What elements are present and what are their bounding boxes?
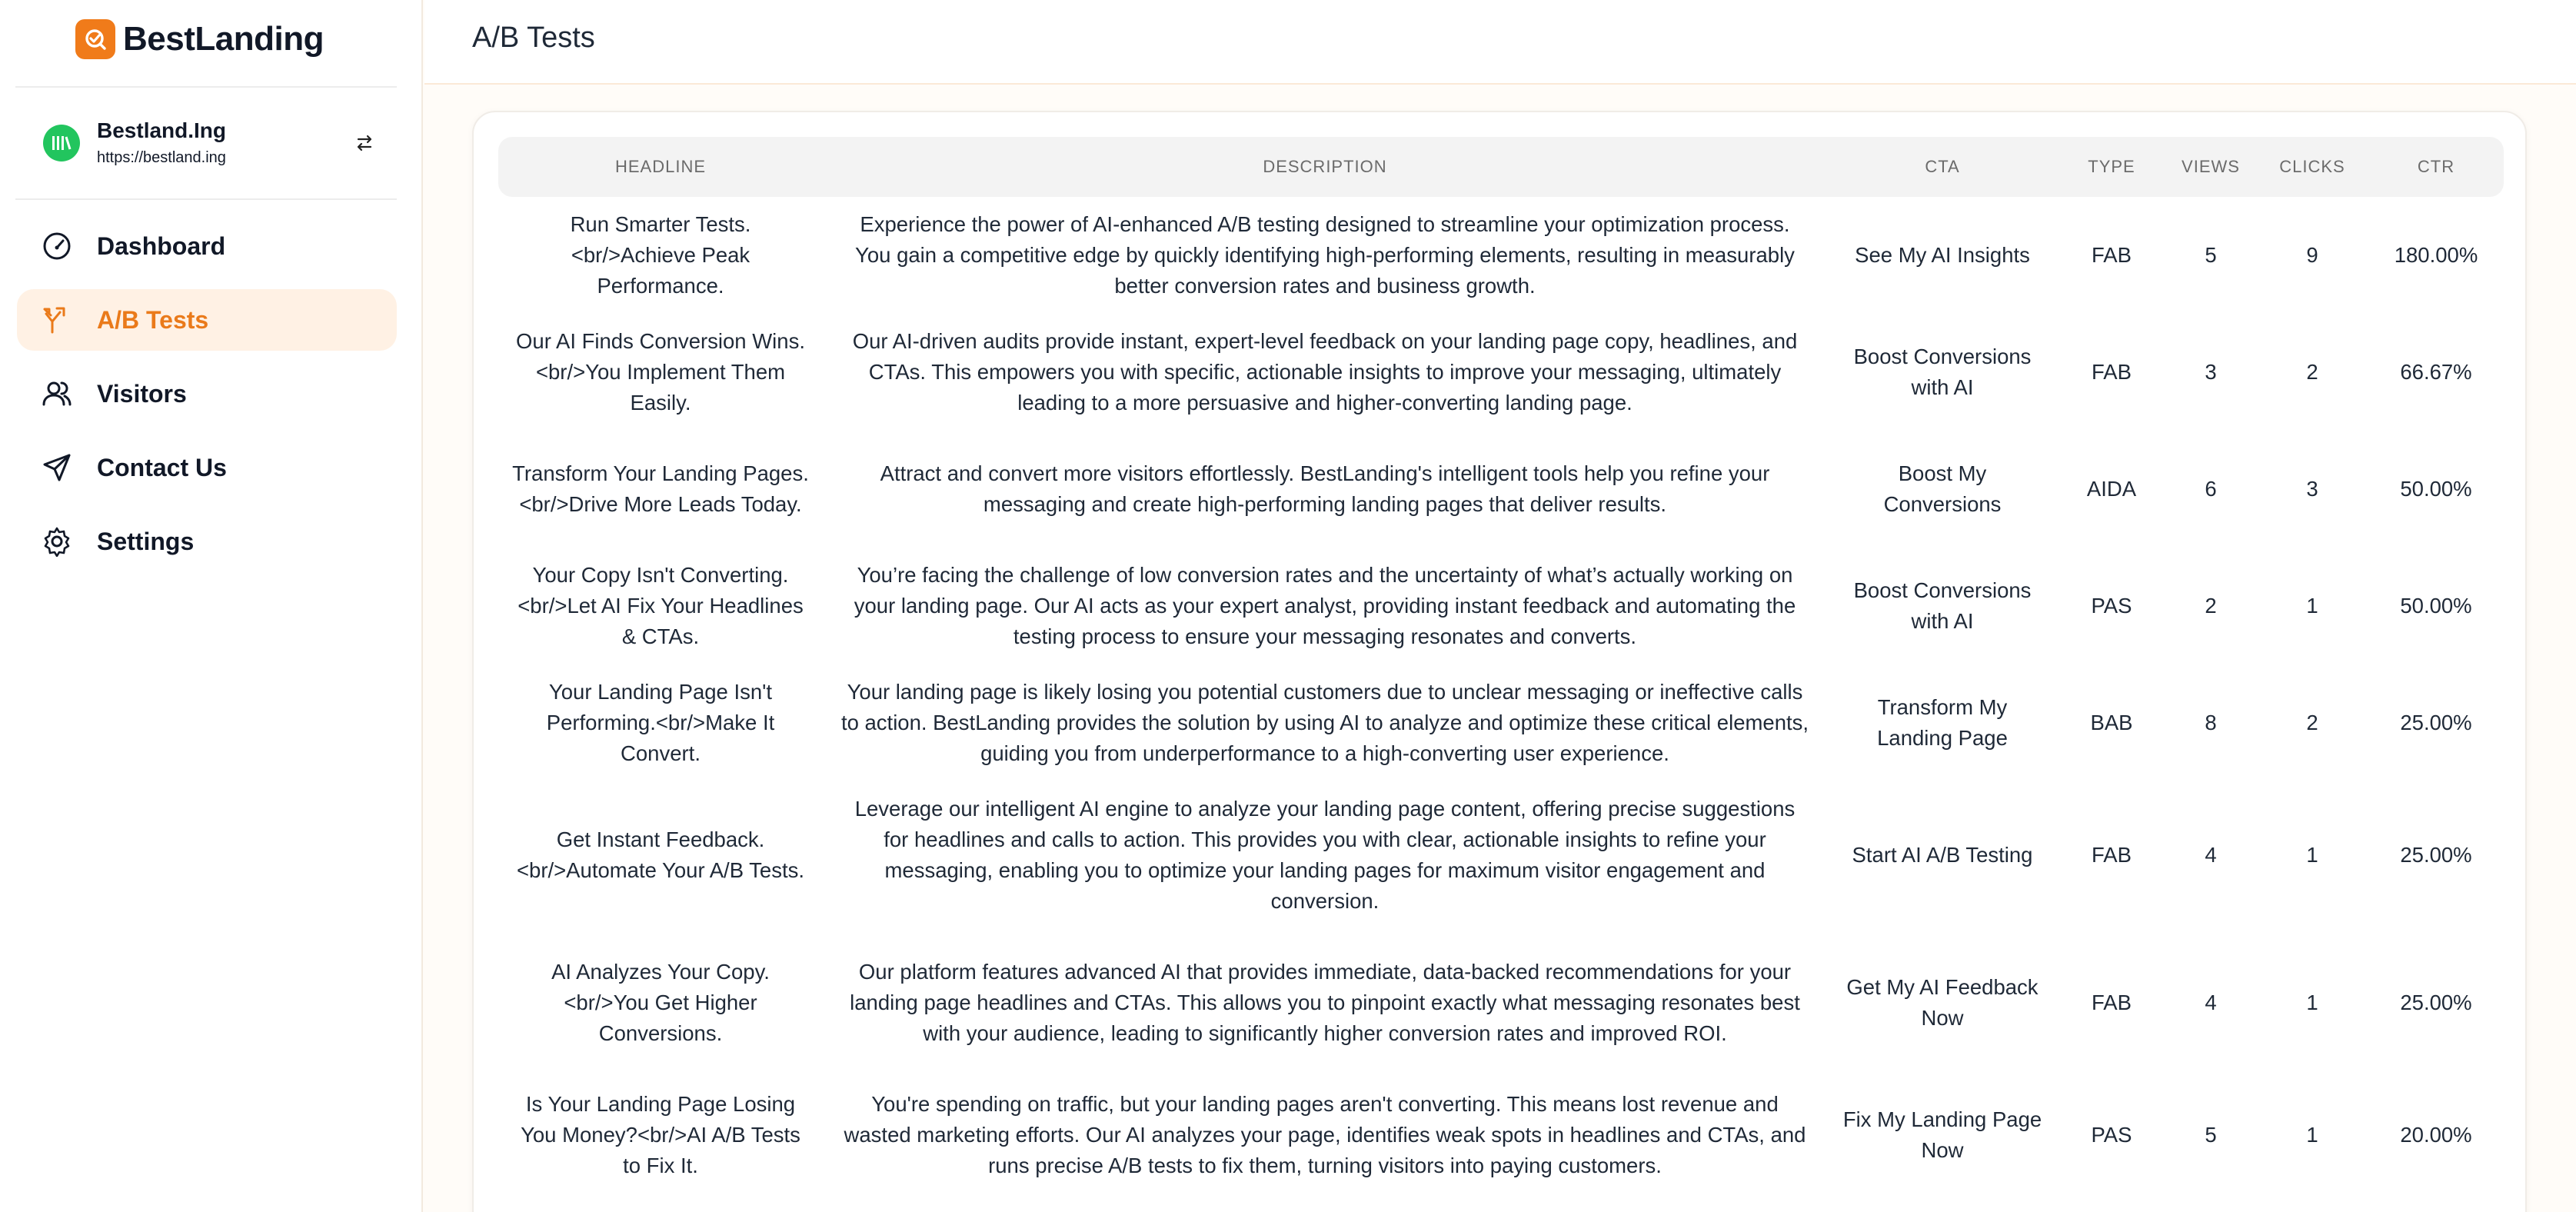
- cell-description: Attract and convert more visitors effortlessly. BestLanding's intelligent tools help you refine your messaging and create high-performing landing pages that deliver results.: [880, 461, 1770, 516]
- table-header-row: [498, 137, 2504, 197]
- sidebar-nav: [17, 215, 397, 584]
- cell-clicks: 1: [2306, 991, 2318, 1014]
- split-arrows-icon: [40, 303, 74, 337]
- cell-ctr: 50.00%: [2400, 594, 2472, 618]
- divider: [15, 198, 397, 200]
- cell-ctr: 25.00%: [2400, 991, 2472, 1014]
- users-icon: [40, 377, 74, 411]
- cell-headline: Our AI Finds Conversion Wins.<br/>You Implement Them Easily.: [516, 329, 805, 415]
- sidebar: [0, 0, 423, 1212]
- cell-views: 2: [2205, 594, 2217, 618]
- top-header: [424, 0, 2576, 85]
- table-row[interactable]: [498, 431, 2504, 548]
- cell-ctr: 50.00%: [2400, 477, 2472, 501]
- cell-type: BAB: [2090, 711, 2133, 734]
- cell-description: Experience the power of AI-enhanced A/B testing designed to streamline your optimization process. You gain a competitive edge by quickly identifying high-performing elements, resulting in measurably better conversion rates and business growth.: [855, 212, 1795, 298]
- site-url: https://bestland.ing: [97, 149, 226, 166]
- send-icon: [40, 451, 74, 484]
- column-header-type[interactable]: TYPE: [2058, 137, 2165, 197]
- column-header-views[interactable]: VIEWS: [2165, 137, 2256, 197]
- cell-views: 4: [2205, 991, 2217, 1014]
- cell-clicks: 9: [2306, 243, 2318, 267]
- site-name: Bestland.Ing: [97, 118, 227, 142]
- cell-description: Your landing page is likely losing you potential customers due to unclear messaging or ineffective calls to action. BestLanding provides the solution by using AI to analyze and optimize these critical elements, guiding you from underperformance to a high-converting user experience.: [840, 680, 1809, 765]
- swap-arrows-icon: [354, 132, 375, 154]
- brand-name: BestLanding: [123, 20, 324, 58]
- cell-cta: See My AI Insights: [1855, 243, 2030, 267]
- cell-description: Our platform features advanced AI that provides immediate, data-backed recommendations for your landing page headlines and CTAs. This allows you to pinpoint exactly what messaging resonates best with your audience, leading to significantly higher conversion rates and improved ROI.: [850, 960, 1800, 1045]
- cell-views: 6: [2205, 477, 2217, 501]
- sidebar-item-settings[interactable]: [17, 511, 397, 572]
- column-header-headline[interactable]: HEADLINE: [498, 137, 823, 197]
- sidebar-item-label: Contact Us: [97, 453, 227, 481]
- cell-cta: Start AI A/B Testing: [1852, 843, 2033, 867]
- cell-ctr: 25.00%: [2400, 843, 2472, 867]
- divider: [15, 86, 397, 88]
- page-title: A/B Tests: [472, 22, 595, 54]
- cell-cta: Boost Conversions with AI: [1853, 345, 2032, 399]
- cell-clicks: 1: [2306, 843, 2318, 867]
- column-header-description[interactable]: DESCRIPTION: [823, 137, 1827, 197]
- cell-cta: Fix My Landing Page Now: [1842, 1107, 2042, 1162]
- sidebar-item-label: Dashboard: [97, 231, 226, 260]
- table-row[interactable]: [498, 1077, 2504, 1194]
- table-row[interactable]: [498, 548, 2504, 664]
- logo-mark-icon: [75, 19, 115, 59]
- cell-headline: Your Landing Page Isn't Performing.<br/>Make It Convert.: [546, 680, 775, 765]
- sidebar-item-ab-tests[interactable]: [17, 289, 397, 351]
- cell-description: Leverage our intelligent AI engine to analyze your landing page content, offering precise suggestions for headlines and calls to action. This provides you with clear, actionable insights to refine your messaging, enabling you to optimize your landing pages for maximum visitor engagement and conversion.: [854, 797, 1796, 913]
- cell-type: FAB: [2092, 243, 2132, 267]
- sidebar-item-label: Visitors: [97, 379, 187, 408]
- cell-clicks: 1: [2306, 594, 2318, 618]
- ab-tests-table: [498, 137, 2504, 1194]
- cell-ctr: 25.00%: [2400, 711, 2472, 734]
- sidebar-item-label: A/B Tests: [97, 305, 209, 334]
- cell-headline: Is Your Landing Page Losing You Money?<br/>AI A/B Tests to Fix It.: [521, 1092, 800, 1177]
- cell-cta: Transform My Landing Page: [1877, 695, 2008, 750]
- site-avatar: [43, 125, 80, 161]
- cell-views: 8: [2205, 711, 2217, 734]
- sidebar-item-visitors[interactable]: [17, 363, 397, 425]
- cell-views: 3: [2205, 360, 2217, 384]
- table-row[interactable]: [498, 781, 2504, 929]
- cell-cta: Boost Conversions with AI: [1853, 578, 2032, 633]
- cell-clicks: 1: [2306, 1123, 2318, 1147]
- cell-ctr: 20.00%: [2400, 1123, 2472, 1147]
- cell-views: 5: [2205, 243, 2217, 267]
- cell-type: AIDA: [2086, 477, 2137, 501]
- cell-headline: Get Instant Feedback.<br/>Automate Your A/B Tests.: [516, 827, 805, 882]
- gauge-icon: [40, 229, 74, 263]
- sidebar-item-contact-us[interactable]: [17, 437, 397, 498]
- cell-clicks: 3: [2306, 477, 2318, 501]
- sidebar-item-dashboard[interactable]: [17, 215, 397, 277]
- brand-logo[interactable]: [75, 18, 324, 60]
- cell-views: 5: [2205, 1123, 2217, 1147]
- cell-headline: AI Analyzes Your Copy.<br/>You Get Higher Conversions.: [551, 960, 770, 1045]
- cell-type: FAB: [2092, 991, 2132, 1014]
- table-row[interactable]: [498, 929, 2504, 1077]
- switch-site-button[interactable]: [348, 126, 381, 160]
- cell-ctr: 66.67%: [2400, 360, 2472, 384]
- table-row[interactable]: [498, 197, 2504, 314]
- column-header-cta[interactable]: CTA: [1827, 137, 2058, 197]
- cell-type: PAS: [2091, 1123, 2132, 1147]
- cell-headline: Transform Your Landing Pages.<br/>Drive More Leads Today.: [512, 461, 809, 516]
- table-row[interactable]: [498, 314, 2504, 431]
- cell-cta: Boost My Conversions: [1883, 461, 2002, 516]
- cell-views: 4: [2205, 843, 2217, 867]
- table-row[interactable]: [498, 664, 2504, 781]
- cell-headline: Run Smarter Tests.<br/>Achieve Peak Performance.: [570, 212, 751, 298]
- site-selector: [43, 115, 381, 171]
- cell-headline: Your Copy Isn't Converting.<br/>Let AI Fix Your Headlines & CTAs.: [518, 563, 804, 648]
- cell-type: PAS: [2091, 594, 2132, 618]
- ab-tests-card: [472, 111, 2527, 1212]
- cell-description: Our AI-driven audits provide instant, expert-level feedback on your landing page copy, headlines, and CTAs. This empowers you with specific, actionable insights to improve your messaging, ultimately leading to a more persuasive and higher-converting landing page.: [852, 329, 1798, 415]
- cell-type: FAB: [2092, 843, 2132, 867]
- cell-clicks: 2: [2306, 360, 2318, 384]
- cell-clicks: 2: [2306, 711, 2318, 734]
- sidebar-item-label: Settings: [97, 527, 195, 555]
- cell-ctr: 180.00%: [2394, 243, 2478, 267]
- cell-description: You're spending on traffic, but your landing pages aren't converting. This means lost revenue and wasted marketing efforts. Our AI analyzes your page, identifies weak spots in headlines and CTAs, and runs precise A/B tests to fix them, turning visitors into paying customers.: [844, 1092, 1806, 1177]
- cell-cta: Get My AI Feedback Now: [1846, 975, 2039, 1030]
- gear-icon: [40, 524, 74, 558]
- cell-description: You’re facing the challenge of low conversion rates and the uncertainty of what’s actually working on your landing page. Our AI acts as your expert analyst, providing instant feedback and automating the testing process to ensure your messaging resonates and converts.: [854, 563, 1796, 648]
- cell-type: FAB: [2092, 360, 2132, 384]
- column-header-ctr[interactable]: CTR: [2368, 137, 2504, 197]
- column-header-clicks[interactable]: CLICKS: [2256, 137, 2368, 197]
